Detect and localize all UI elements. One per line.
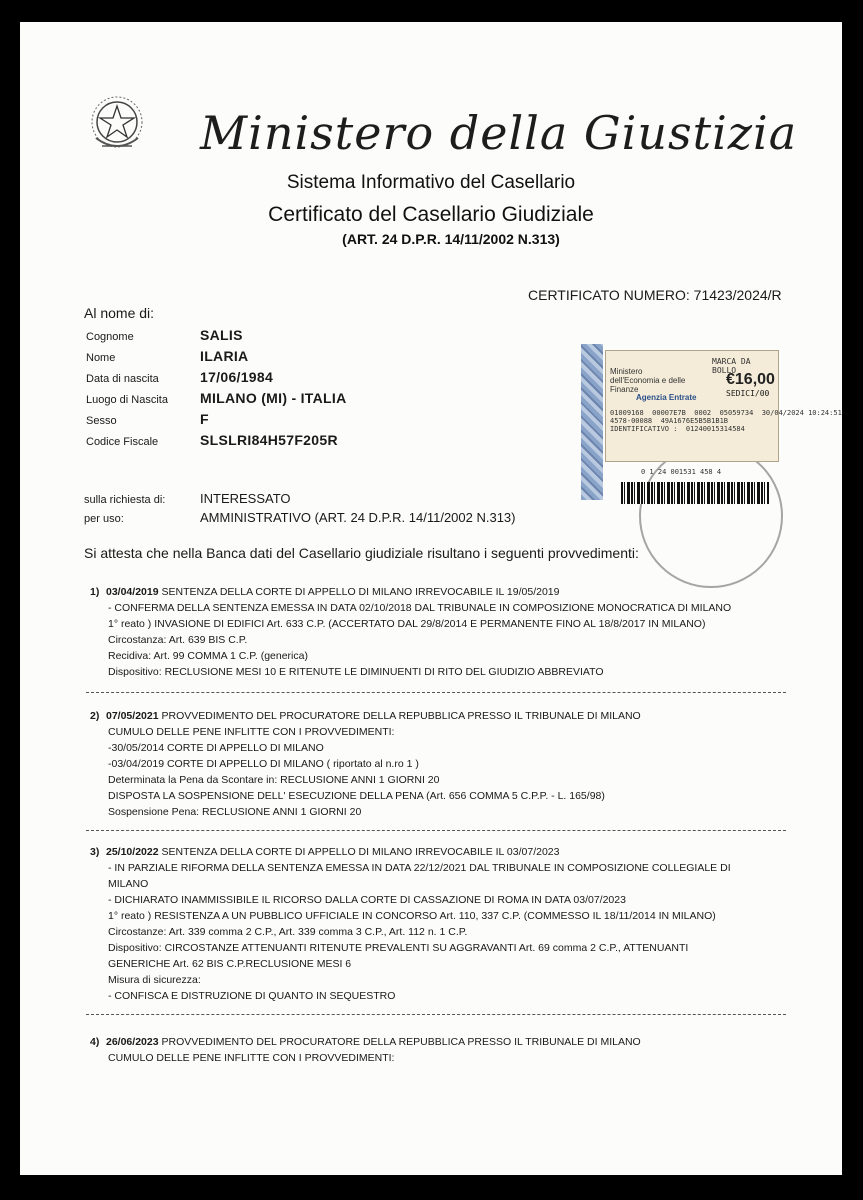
stamp-codes: 01009168 00007E7B 0002 05059734 30/04/2024 10:24:51 4578-00088 49A1676E5B5B1B1B IDENTIFICATIVO : 01240015314584 [610, 409, 842, 433]
entry-date: 25/10/2022 [106, 846, 159, 858]
entry-date: 03/04/2019 [106, 586, 159, 598]
entry-separator [86, 830, 786, 831]
entry-number: 2) [90, 710, 100, 722]
info-label: Data di nascita [86, 373, 159, 385]
entry-line: Circostanze: Art. 339 comma 2 C.P., Art. 339 comma 3 C.P., Art. 112 n. 1 C.P. [108, 926, 468, 938]
entry-separator [86, 692, 786, 693]
certificate-page [20, 22, 842, 1175]
system-title: Sistema Informativo del Casellario [286, 172, 576, 193]
entry-line: -03/04/2019 CORTE DI APPELLO DI MILANO ( riportato al n.ro 1 ) [108, 758, 419, 770]
entry-number: 4) [90, 1036, 100, 1048]
entry-number: 1) [90, 586, 100, 598]
info-label: Nome [86, 352, 116, 364]
entry-date: 26/06/2023 [106, 1036, 159, 1048]
entry-line: Recidiva: Art. 99 COMMA 1 C.P. (generica) [108, 650, 308, 662]
entry-heading [90, 708, 820, 724]
entry-line: Misura di sicurezza: [108, 974, 201, 986]
entry-line: - CONFERMA DELLA SENTENZA EMESSA IN DATA 02/10/2018 DAL TRIBUNALE IN COMPOSIZIONE MONOCRATICA DI MILANO [108, 602, 732, 614]
entry-line: -30/05/2014 CORTE DI APPELLO DI MILANO [108, 742, 324, 754]
stamp-agency: Agenzia Entrate [636, 393, 697, 402]
entry-line: CUMULO DELLE PENE INFLITTE CON I PROVVEDIMENTI: [108, 1052, 395, 1064]
record-entry-3 [90, 844, 820, 1004]
info-label: Luogo di Nascita [86, 394, 168, 406]
entry-line: Sospensione Pena: RECLUSIONE ANNI 1 GIORNI 20 [108, 806, 362, 818]
entry-separator [86, 1014, 786, 1015]
info-value: F [200, 411, 209, 427]
stamp-price: €16,00 [726, 371, 775, 388]
stamp-price-words: SEDICI/00 [726, 389, 770, 398]
entry-title: SENTENZA DELLA CORTE DI APPELLO DI MILANO IRREVOCABILE IL 19/05/2019 [158, 586, 560, 598]
entry-heading [90, 584, 820, 600]
entry-line: DISPOSTA LA SOSPENSIONE DELL' ESECUZIONE DELLA PENA (Art. 656 COMMA 5 C.P.P. - L. 165/98) [108, 790, 605, 802]
attestation-text: Si attesta che nella Banca dati del Casellario giudiziale risultano i seguenti provvedimenti: [84, 545, 639, 561]
record-entry-4 [90, 1034, 820, 1066]
entry-title: SENTENZA DELLA CORTE DI APPELLO DI MILANO IRREVOCABILE IL 03/07/2023 [158, 846, 560, 858]
entry-line: Dispositivo: RECLUSIONE MESI 10 E RITENUTE LE DIMINUENTI DI RITO DEL GIUDIZIO ABBREVIATO [108, 666, 604, 678]
barcode-number: 0 1 24 001531 458 4 [641, 468, 722, 476]
entry-heading [90, 844, 820, 860]
entry-line: - CONFISCA E DISTRUZIONE DI QUANTO IN SEQUESTRO [108, 990, 396, 1002]
certificate-title: Certificato del Casellario Giudiziale [268, 203, 594, 226]
record-entry-1 [90, 584, 820, 680]
ministry-title: Ministero della Giustizia [200, 106, 798, 160]
entry-line: MILANO [108, 878, 149, 890]
entry-number: 3) [90, 846, 100, 858]
certificate-number: CERTIFICATO NUMERO: 71423/2024/R [528, 287, 782, 303]
office-seal [639, 444, 783, 588]
entry-line: CUMULO DELLE PENE INFLITTE CON I PROVVEDIMENTI: [108, 726, 395, 738]
al-nome-di-label: Al nome di: [84, 305, 155, 321]
info-value: MILANO (MI) - ITALIA [200, 390, 347, 406]
marca-da-bollo [605, 350, 842, 462]
use-label: per uso: [84, 513, 124, 525]
barcode [621, 482, 769, 504]
stamp-strip [581, 344, 603, 500]
entry-line: GENERICHE Art. 62 BIS C.P.RECLUSIONE MESI 6 [108, 958, 352, 970]
entry-line: - DICHIARATO INAMMISSIBILE IL RICORSO DALLA CORTE DI CASSAZIONE DI ROMA IN DATA 03/07/2023 [108, 894, 626, 906]
stamp-header: MARCA DA BOLLO [712, 357, 751, 375]
info-value: 17/06/1984 [200, 369, 274, 385]
requested-by-value: INTERESSATO [200, 491, 291, 506]
requested-by-label: sulla richiesta di: [84, 494, 166, 506]
stamp-issuer: Ministero dell'Economia e delle Finanze [610, 367, 686, 394]
info-label: Cognome [86, 331, 134, 343]
entry-line: Determinata la Pena da Scontare in: RECLUSIONE ANNI 1 GIORNI 20 [108, 774, 440, 786]
entry-title: PROVVEDIMENTO DEL PROCURATORE DELLA REPUBBLICA PRESSO IL TRIBUNALE DI MILANO [158, 710, 641, 722]
entry-line: - IN PARZIALE RIFORMA DELLA SENTENZA EMESSA IN DATA 22/12/2021 DAL TRIBUNALE IN COMPOSIZIONE COLLEGIALE DI [108, 862, 731, 874]
entry-line: Dispositivo: CIRCOSTANZE ATTENUANTI RITENUTE PREVALENTI SU AGGRAVANTI Art. 69 comma 2 C.P., ATTENUANTI [108, 942, 689, 954]
info-value: ILARIA [200, 348, 249, 364]
italian-republic-emblem-icon [88, 94, 146, 156]
entry-title: PROVVEDIMENTO DEL PROCURATORE DELLA REPUBBLICA PRESSO IL TRIBUNALE DI MILANO [158, 1036, 641, 1048]
info-value: SLSLRI84H57F205R [200, 432, 338, 448]
entry-line: Circostanza: Art. 639 BIS C.P. [108, 634, 248, 646]
use-value: AMMINISTRATIVO (ART. 24 D.P.R. 14/11/2002 N.313) [200, 510, 516, 525]
entry-date: 07/05/2021 [106, 710, 159, 722]
entry-line: 1° reato ) INVASIONE DI EDIFICI Art. 633 C.P. (ACCERTATO DAL 29/8/2014 E PERMANENTE FINO AL 18/8/2017 IN MILANO) [108, 618, 706, 630]
entry-line: 1° reato ) RESISTENZA A UN PUBBLICO UFFICIALE IN CONCORSO Art. 110, 337 C.P. (COMMESSO IL 18/11/2014 IN MILANO) [108, 910, 716, 922]
info-label: Codice Fiscale [86, 436, 159, 448]
entry-heading [90, 1034, 820, 1050]
info-label: Sesso [86, 415, 117, 427]
revenue-stamp [581, 344, 842, 504]
record-entry-2 [90, 708, 820, 820]
law-reference: (ART. 24 D.P.R. 14/11/2002 N.313) [342, 231, 560, 247]
info-value: SALIS [200, 327, 243, 343]
